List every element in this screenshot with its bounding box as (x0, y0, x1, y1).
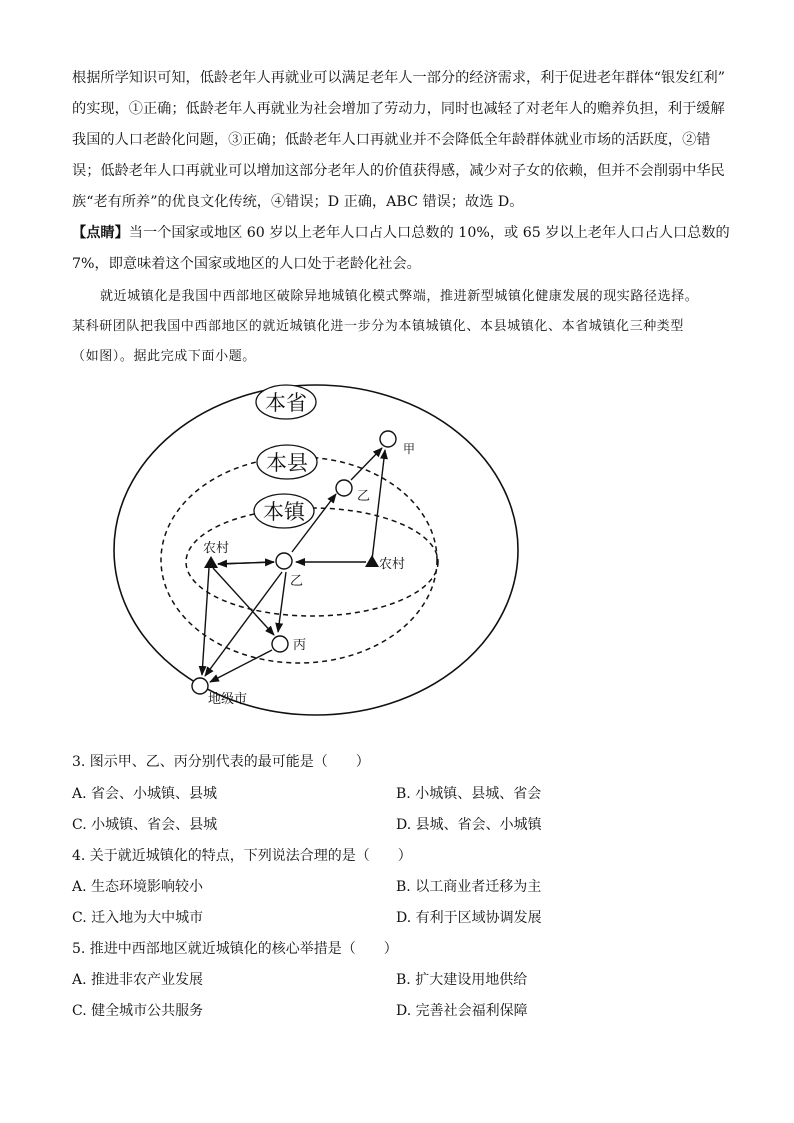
intro-line-1: 就近城镇化是我国中西部地区破除异地城镇化模式弊端，推进新型城镇化健康发展的现实路径选择。 (100, 289, 699, 304)
village-right-icon (365, 555, 379, 567)
svg-text:乙: 乙 (290, 574, 304, 589)
node-yi-inner (276, 553, 292, 569)
question-3-option-c[interactable]: C. 小城镇、省会、县城 (72, 817, 218, 833)
question-3-option-d[interactable]: D. 县城、省会、小城镇 (396, 817, 542, 833)
question-4-option-c[interactable]: C. 迁入地为大中城市 (72, 910, 204, 926)
urbanization-diagram (0, 370, 794, 730)
intro-line-3: （如图）。据此完成下面小题。 (72, 349, 256, 364)
question-4-option-a[interactable]: A. 生态环境影响较小 (72, 879, 204, 895)
question-5-stem: 5. 推进中西部地区就近城镇化的核心举措是（ ） (72, 941, 398, 957)
node-city (192, 678, 208, 694)
question-4-option-d[interactable]: D. 有利于区域协调发展 (396, 910, 542, 926)
question-4-option-b[interactable]: B. 以工商业者迁移为主 (396, 879, 542, 895)
svg-text:丙: 丙 (293, 638, 307, 653)
svg-text:甲: 甲 (403, 442, 416, 456)
province-label (256, 385, 316, 419)
svg-text:本县: 本县 (266, 451, 308, 475)
svg-text:乙: 乙 (357, 489, 371, 504)
question-3-option-a[interactable]: A. 省会、小城镇、县城 (72, 786, 218, 802)
explanation-line-2: 的实现，①正确；低龄老年人再就业为社会增加了劳动力，同时也减轻了对老年人的赡养负担，利于缓解 (72, 101, 725, 117)
explanation-line-4: 误；低龄老年人口再就业可以增加这部分老年人的价值获得感，减少对子女的依赖，但并不会削弱中华民 (72, 163, 725, 179)
intro-line-2: 某科研团队把我国中西部地区的就近城镇化进一步分为本镇城镇化、本县城镇化、本省城镇化三种类型 (72, 319, 685, 334)
explanation-line-1: 根据所学知识可知，低龄老年人再就业可以满足老年人一部分的经济需求，利于促进老年群体“银发红利” (72, 70, 725, 86)
question-5-option-a[interactable]: A. 推进非农产业发展 (72, 972, 204, 988)
dianjing-line-2: 7%，即意味着这个国家或地区的人口处于老龄化社会。 (72, 256, 421, 272)
explanation-line-3: 我国的人口老龄化问题，③正确；低龄老年人口再就业并不会降低全年龄群体就业市场的活跃度，②错 (72, 132, 711, 148)
town-label (254, 494, 314, 528)
dianjing-label: 【点睛】 (72, 225, 129, 241)
dianjing-text: 当一个国家或地区 60 岁以上老年人口占人口总数的 10%，或 65 岁以上老年人口占人口总数的 (128, 225, 730, 241)
node-jia (380, 431, 396, 447)
question-3-option-b[interactable]: B. 小城镇、县城、省会 (396, 786, 542, 802)
svg-text:农村: 农村 (203, 541, 230, 556)
node-bing (272, 636, 288, 652)
province-ring (114, 385, 518, 715)
svg-text:地级市: 地级市 (208, 692, 248, 707)
village-left-icon (204, 556, 218, 568)
question-3-stem: 3. 图示甲、乙、丙分别代表的最可能是（ ） (72, 754, 370, 770)
svg-text:农村: 农村 (379, 557, 406, 572)
node-yi-outer (336, 480, 352, 496)
explanation-line-5: 族“老有所养”的优良文化传统，④错误；D 正确，ABC 错误；故选 D。 (72, 194, 524, 210)
dianjing-line-1 (72, 218, 730, 249)
county-label (257, 445, 317, 479)
question-4-stem: 4. 关于就近城镇化的特点，下列说法合理的是（ ） (72, 848, 412, 864)
question-5-option-b[interactable]: B. 扩大建设用地供给 (396, 972, 528, 988)
question-5-option-d[interactable]: D. 完善社会福利保障 (396, 1003, 528, 1019)
svg-text:本省: 本省 (265, 391, 307, 415)
question-5-option-c[interactable]: C. 健全城市公共服务 (72, 1003, 204, 1019)
svg-text:本镇: 本镇 (263, 500, 305, 524)
